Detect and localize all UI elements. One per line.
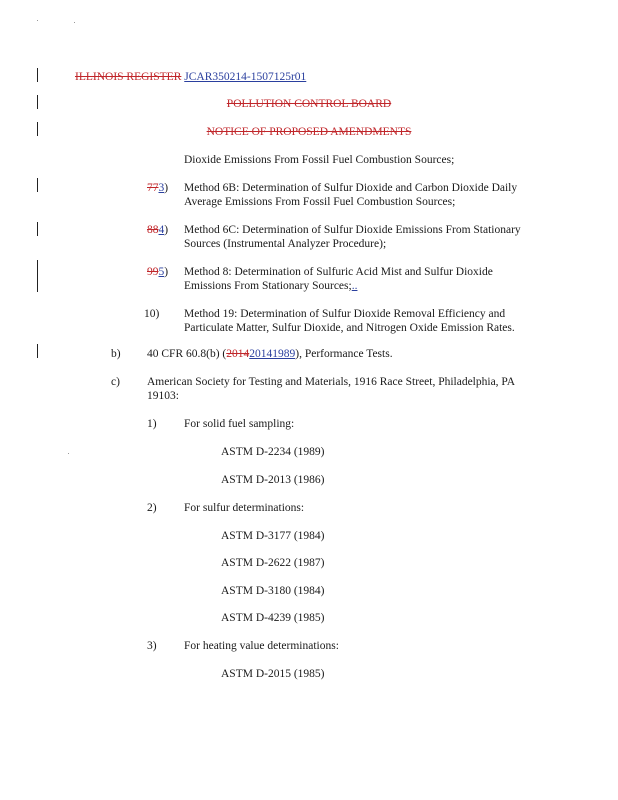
standard-item: ASTM D-3177 (1984) xyxy=(221,530,325,542)
change-bar-m6b xyxy=(37,178,38,192)
board-title: POLLUTION CONTROL BOARD xyxy=(226,98,392,110)
sub2-title: For sulfur determinations: xyxy=(184,502,305,514)
register-deleted: ILLINOIS REGISTER xyxy=(75,71,182,83)
standard-item: ASTM D-2015 (1985) xyxy=(221,668,325,680)
item-number-m6c: 884) xyxy=(147,224,169,236)
standard-item: ASTM D-2013 (1986) xyxy=(221,474,325,486)
change-bar-header xyxy=(37,68,38,82)
register-header xyxy=(75,70,306,84)
notice-title: NOTICE OF PROPOSED AMENDMENTS xyxy=(206,126,412,138)
m6b-line1: Method 6B: Determination of Sulfur Dioxide and Carbon Dioxide Daily xyxy=(184,182,518,194)
change-bar-b xyxy=(37,344,38,358)
section-c-label: c) xyxy=(111,376,120,388)
m19-line2: Particulate Matter, Sulfur Dioxide, and Nitrogen Oxide Emission Rates. xyxy=(184,322,515,334)
m8-line1: Method 8: Determination of Sulfuric Acid Mist and Sulfur Dioxide xyxy=(184,266,493,278)
section-b-text: 40 CFR 60.8(b) (201420141989), Performance Tests. xyxy=(147,348,393,360)
standard-item: ASTM D-3180 (1984) xyxy=(221,585,325,597)
sub2-number: 2) xyxy=(147,502,157,514)
sub3-title: For heating value determinations: xyxy=(184,640,339,652)
sub3-number: 3) xyxy=(147,640,157,652)
m8-line2: Emissions From Stationary Sources;.. xyxy=(184,280,358,292)
standard-item: ASTM D-2622 (1987) xyxy=(221,557,325,569)
section-c-line1: American Society for Testing and Materials, 1916 Race Street, Philadelphia, PA xyxy=(147,376,516,388)
m6c-line2: Sources (Instrumental Analyzer Procedure); xyxy=(184,238,387,250)
m19-line1: Method 19: Determination of Sulfur Dioxide Removal Efficiency and xyxy=(184,308,506,320)
m6c-line1: Method 6C: Determination of Sulfur Dioxide Emissions From Stationary xyxy=(184,224,521,236)
item-number-m6b: 773) xyxy=(147,182,169,194)
register-inserted: JCAR350214-1507125r01 xyxy=(184,71,307,83)
sub1-number: 1) xyxy=(147,418,157,430)
change-bar-m6c xyxy=(37,222,38,236)
standard-item: ASTM D-4239 (1985) xyxy=(221,612,325,624)
section-c-line2: 19103: xyxy=(147,390,179,402)
section-b-label: b) xyxy=(111,348,121,360)
item-number-m8: 995) xyxy=(147,266,169,278)
standard-item: ASTM D-2234 (1989) xyxy=(221,446,325,458)
m8-inserted-mark: .. xyxy=(351,280,358,292)
m6b-line2: Average Emissions From Fossil Fuel Combustion Sources; xyxy=(184,196,456,208)
item-number-m19: 10) xyxy=(144,308,160,320)
change-bar-m8 xyxy=(37,260,38,292)
sub1-title: For solid fuel sampling: xyxy=(184,418,295,430)
continuation-text: Dioxide Emissions From Fossil Fuel Combustion Sources; xyxy=(184,154,455,166)
